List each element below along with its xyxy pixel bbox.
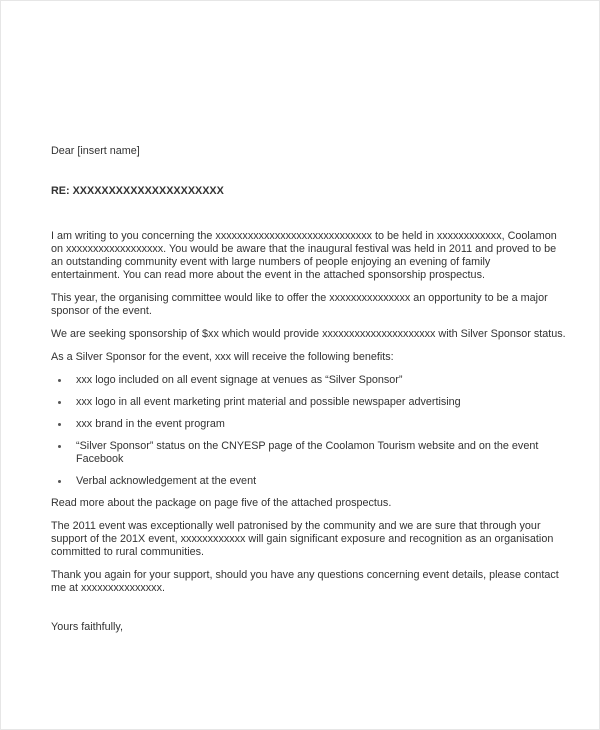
paragraph-exposure: The 2011 event was exceptionally well patronised by the community and we are sure that through your support of the 201X event, xxxxxxxxxxxx will gain significant exposure and recognition as an organisation committed to rural communities. bbox=[51, 520, 554, 558]
paragraph-thanks: Thank you again for your support, should you have any questions concerning event details, please contact me at xxxxxxxxxxxxxxx. bbox=[51, 569, 559, 594]
closing: Yours faithfully, bbox=[51, 621, 124, 633]
bullet-icon bbox=[58, 379, 61, 382]
benefit-text: xxx logo included on all event signage at venues as “Silver Sponsor” bbox=[76, 374, 403, 386]
benefit-text: xxx logo in all event marketing print material and possible newspaper advertising bbox=[76, 396, 461, 408]
bullet-icon bbox=[58, 480, 61, 483]
salutation: Dear [insert name] bbox=[51, 145, 140, 157]
paragraph-intro: I am writing to you concerning the xxxxxxxxxxxxxxxxxxxxxxxxxxxxx to be held in xxxxxxxxxxxx, Coolamon on xxxxxxxxxxxxxxxxxx. You would be aware that the inaugural festival was held in 2011 and proved to be an outstanding community event with large numbers of people enjoying an evening of family entertainment. You can read more about the event in the attached sponsorship prospectus. bbox=[51, 230, 557, 281]
letter-content bbox=[51, 230, 566, 605]
benefit-text: “Silver Sponsor” status on the CNYESP page of the Coolamon Tourism website and on the event Facebook bbox=[76, 440, 539, 465]
paragraph-benefits-intro: As a Silver Sponsor for the event, xxx will receive the following benefits: bbox=[51, 351, 394, 363]
bullet-icon bbox=[58, 423, 61, 426]
list-item bbox=[51, 440, 561, 466]
paragraph-sponsorship: We are seeking sponsorship of $xx which would provide xxxxxxxxxxxxxxxxxxxxx with Silver Sponsor status. bbox=[51, 328, 566, 340]
list-item bbox=[51, 374, 561, 387]
list-item bbox=[51, 418, 561, 431]
benefit-text: Verbal acknowledgement at the event bbox=[76, 475, 257, 487]
list-item bbox=[51, 475, 561, 488]
benefit-text: xxx brand in the event program bbox=[76, 418, 225, 430]
benefits-list bbox=[51, 374, 561, 488]
subject-line: RE: XXXXXXXXXXXXXXXXXXXXX bbox=[51, 185, 224, 197]
paragraph-read-more: Read more about the package on page five of the attached prospectus. bbox=[51, 497, 392, 509]
bullet-icon bbox=[58, 445, 61, 448]
list-item bbox=[51, 396, 561, 409]
paragraph-offer: This year, the organising committee would like to offer the xxxxxxxxxxxxxxx an opportunity to be a major sponsor of the event. bbox=[51, 292, 548, 317]
bullet-icon bbox=[58, 401, 61, 404]
